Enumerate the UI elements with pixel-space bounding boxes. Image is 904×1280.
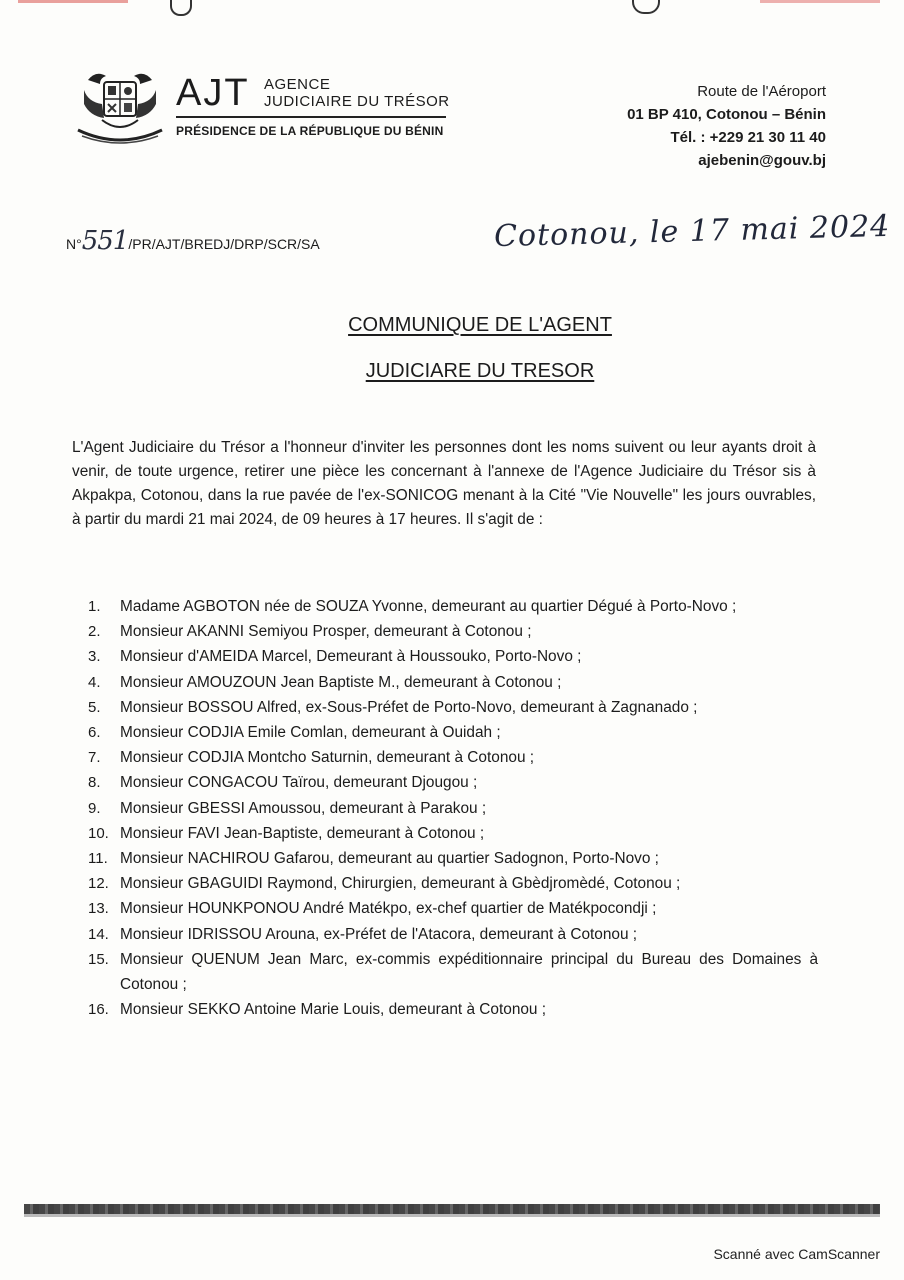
reference-handwritten-number: 551	[81, 226, 129, 256]
list-item-text: Monsieur BOSSOU Alfred, ex-Sous-Préfet de Porto-Novo, demeurant à Zagnanado ;	[120, 698, 698, 716]
list-item	[88, 821, 818, 846]
list-item-number: 15.	[88, 950, 109, 968]
list-item	[88, 644, 818, 669]
list-item-number: 10.	[88, 824, 109, 842]
list-item	[88, 695, 818, 720]
list-item-text: Madame AGBOTON née de SOUZA Yvonne, demeurant au quartier Dégué à Porto-Novo ;	[120, 598, 737, 615]
list-item	[88, 770, 818, 795]
people-list	[88, 594, 818, 1022]
intro-paragraph: L'Agent Judiciaire du Trésor a l'honneur d'inviter les personnes dont les noms suivent ou leur ayants droit à venir, de toute urgence, retirer une pièce les concernant à l'annexe de l'Agence Judiciaire du Trésor sis à Akpakpa, Cotonou, dans la rue pavée de l'ex-SONICOG menant à la Cité "Vie Nouvelle" les jours ouvrables, à partir du mardi 21 mai 2024, de 09 heures à 17 heures. Il s'agit de :	[72, 439, 816, 528]
list-item-number: 12.	[88, 875, 109, 893]
list-item	[88, 745, 818, 770]
place-date-handwritten: Cotonou, le 17 mai 2024	[493, 208, 891, 255]
list-item-text: Monsieur d'AMEIDA Marcel, Demeurant à Houssouko, Porto-Novo ;	[120, 648, 582, 666]
list-item-text: Monsieur QUENUM Jean Marc, ex-commis expéditionnaire principal du Bureau des Domaines à Cotonou ;	[120, 950, 818, 994]
agency-line-2: JUDICIAIRE DU TRÉSOR	[264, 93, 450, 110]
list-item	[88, 796, 818, 821]
list-item	[88, 871, 818, 896]
list-item-text: Monsieur AMOUZOUN Jean Baptiste M., demeurant à Cotonou ;	[120, 673, 562, 691]
list-item	[88, 720, 818, 745]
list-item	[88, 846, 818, 871]
address-phone: Tél. : +229 21 30 11 40	[670, 129, 826, 146]
list-item	[88, 619, 818, 644]
list-item-number: 14.	[88, 925, 109, 943]
agency-name	[264, 76, 450, 110]
list-item-text: Monsieur FAVI Jean-Baptiste, demeurant à Cotonou ;	[120, 824, 485, 842]
list-item-number: 7.	[88, 749, 101, 767]
camscanner-watermark: Scanné avec CamScanner	[713, 1246, 880, 1262]
list-item-number: 13.	[88, 900, 109, 918]
agency-line-1: AGENCE	[264, 76, 331, 93]
list-item-text: Monsieur CONGACOU Taïrou, demeurant Djougou ;	[120, 774, 478, 792]
reference-path: /PR/AJT/BREDJ/DRP/SCR/SA	[128, 236, 320, 252]
list-item-number: 4.	[88, 673, 101, 691]
footer-scan-bar	[24, 1204, 880, 1214]
header-divider	[176, 116, 446, 118]
benin-coat-of-arms-icon	[74, 66, 166, 148]
list-item-number: 5.	[88, 698, 101, 716]
list-item	[88, 896, 818, 921]
reference-number	[66, 226, 320, 256]
list-item	[88, 922, 818, 947]
list-item	[88, 670, 818, 695]
list-item-number: 9.	[88, 799, 101, 817]
list-item-text: Monsieur NACHIROU Gafarou, demeurant au quartier Sadognon, Porto-Novo ;	[120, 850, 659, 868]
address-line-2: 01 BP 410, Cotonou – Bénin	[627, 106, 826, 123]
top-scan-marks	[0, 0, 904, 14]
reference-prefix: N°	[66, 236, 82, 252]
address-block	[627, 80, 826, 172]
list-item-number: 6.	[88, 724, 101, 742]
logo-letters: AJT	[176, 72, 250, 114]
footer-scan-line	[24, 1214, 880, 1217]
list-item-number: 16.	[88, 1001, 109, 1019]
list-item-text: Monsieur GBAGUIDI Raymond, Chirurgien, demeurant à Gbèdjromèdé, Cotonou ;	[120, 875, 681, 893]
list-item-text: Monsieur SEKKO Antoine Marie Louis, demeurant à Cotonou ;	[120, 1001, 547, 1019]
document-title-line-2: JUDICIARE DU TRESOR	[365, 360, 595, 382]
list-item-text: Monsieur AKANNI Semiyou Prosper, demeurant à Cotonou ;	[120, 623, 532, 641]
list-item-text: Monsieur HOUNKPONOU André Matékpo, ex-chef quartier de Matékpocondji ;	[120, 900, 657, 918]
list-item-number: 11.	[88, 850, 108, 868]
list-item-number: 2.	[88, 623, 101, 641]
list-item-text: Monsieur CODJIA Montcho Saturnin, demeurant à Cotonou ;	[120, 749, 535, 767]
list-item	[88, 594, 818, 619]
document-title-line-1: COMMUNIQUE DE L'AGENT	[348, 314, 612, 336]
list-item-number: 8.	[88, 774, 101, 792]
list-item-number: 1.	[88, 598, 101, 615]
list-item	[88, 997, 818, 1022]
list-item-number: 3.	[88, 648, 101, 666]
list-item-text: Monsieur IDRISSOU Arouna, ex-Préfet de l'Atacora, demeurant à Cotonou ;	[120, 925, 638, 943]
presidency-line: PRÉSIDENCE DE LA RÉPUBLIQUE DU BÉNIN	[176, 124, 444, 138]
address-email: ajebenin@gouv.bj	[698, 152, 826, 169]
list-item-text: Monsieur GBESSI Amoussou, demeurant à Parakou ;	[120, 799, 487, 817]
list-item-text: Monsieur CODJIA Emile Comlan, demeurant à Ouidah ;	[120, 724, 501, 742]
list-item	[88, 947, 818, 997]
address-line-1: Route de l'Aéroport	[697, 83, 826, 100]
